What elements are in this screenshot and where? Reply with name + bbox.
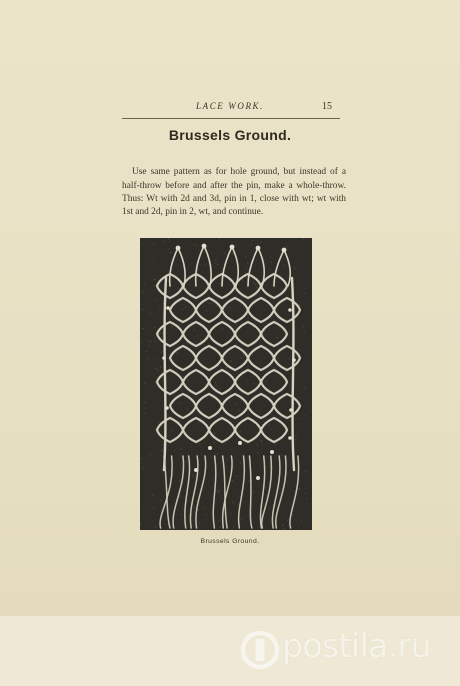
- postila-logo-icon: [240, 630, 280, 670]
- running-title: LACE WORK.: [196, 101, 265, 111]
- lace-illustration: [140, 238, 312, 530]
- watermark-text: postila.ru: [282, 626, 431, 665]
- figure-caption: Brussels Ground.: [200, 538, 260, 545]
- section-title: Brussels Ground.: [168, 127, 292, 143]
- postila-watermark[interactable]: [240, 628, 452, 672]
- running-header: [0, 101, 460, 115]
- body-paragraph: Use same pattern as for hole ground, but instead of a half-throw before and after the pin, make a whole-throw. Thus: Wt with 2d and 3d, pin in 1, close with wt; wt with 1st and 2d, pin in 2, wt, and continue.: [122, 167, 346, 217]
- page-number: 15: [322, 101, 332, 112]
- header-rule: [122, 118, 340, 119]
- lace-drawing: [140, 238, 312, 530]
